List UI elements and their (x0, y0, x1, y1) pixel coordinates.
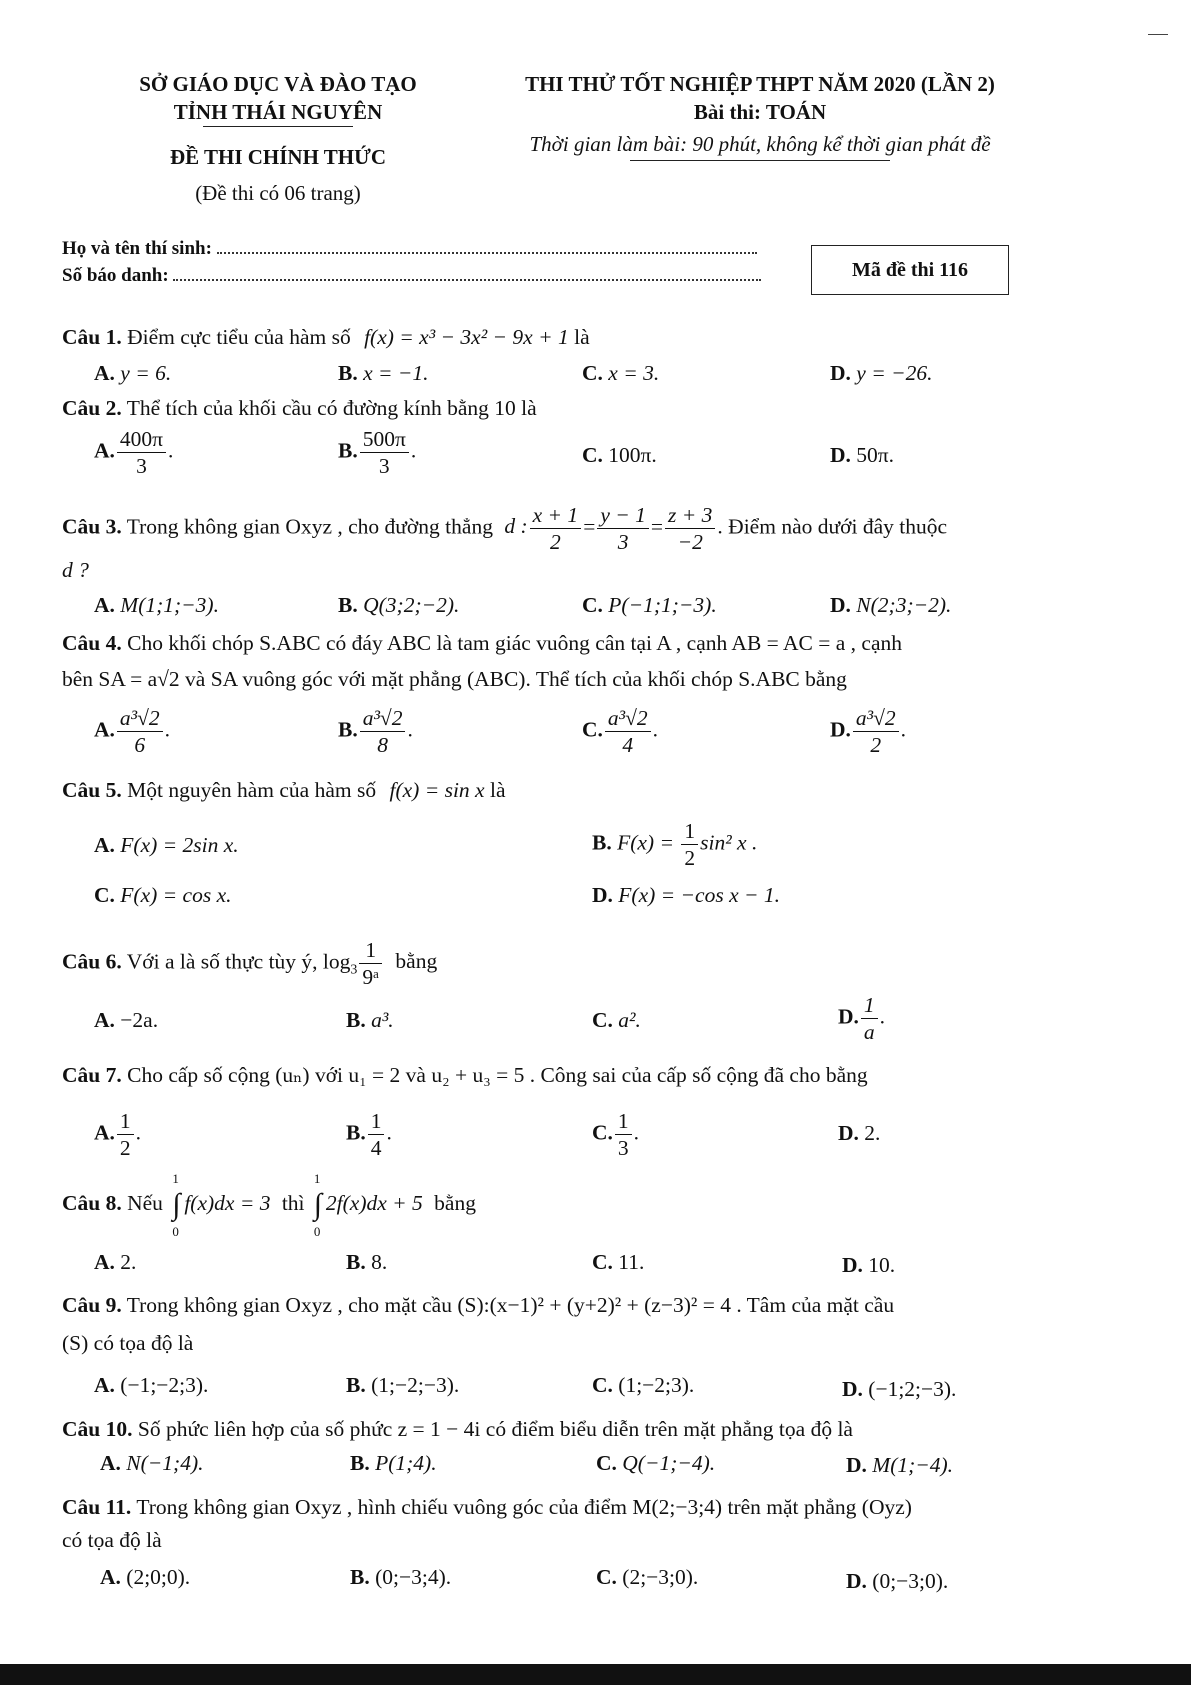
question-3: Câu 3. Trong không gian Oxyz , cho đường thẳng d : $\frac{x + 1}{2}$ = $\frac{y - 1}{3}$ = $\frac{z + 3}{-2}$ . Điểm nào dưới đây thuộc (62, 503, 948, 554)
choice-d[interactable]: D. N(2;3;−2). (830, 593, 952, 617)
page-count: (Đề thi có 06 trang) (195, 181, 361, 205)
question-7: Câu 7. Cho cấp số cộng (uₙ) với u₁ = 2 và u₂ + u₃ = 5 . Công sai của cấp số cộng đã cho bằng (62, 1063, 868, 1087)
choice-d[interactable]: D. y = −26. (830, 361, 933, 385)
choice-c[interactable]: C. $\frac{1}{3}$ . (592, 1109, 640, 1160)
question-tail: là (574, 325, 590, 349)
choice-a[interactable]: A. M(1;1;−3). (94, 593, 219, 617)
name-label: Họ và tên thí sinh: (62, 238, 212, 259)
header-left (108, 70, 448, 207)
id-field[interactable] (173, 265, 761, 281)
choice-d[interactable]: D. 2. (838, 1121, 881, 1145)
choice-b[interactable]: B. (1;−2;−3). (346, 1373, 460, 1397)
scan-edge (0, 1664, 1191, 1685)
province-name: TỈNH THÁI NGUYÊN (173, 100, 383, 124)
choice-b[interactable]: B. $\frac{1}{4}$ . (346, 1109, 392, 1160)
choice-a[interactable]: A. $\frac{1}{2}$ . (94, 1109, 142, 1160)
choice-a[interactable]: A. y = 6. (94, 361, 172, 385)
choice-c[interactable]: C. (2;−3;0). (596, 1565, 699, 1589)
question-2: Câu 2. Thể tích của khối cầu có đường kính bằng 10 là (62, 396, 537, 420)
choice-b[interactable]: B. 8. (346, 1250, 388, 1274)
choice-b[interactable]: B. F(x) = $\frac{1}{2}$ sin² x . (592, 819, 758, 870)
department-name: SỞ GIÁO DỤC VÀ ĐÀO TẠO (139, 72, 417, 96)
duration: Thời gian làm bài: 90 phút, không kể thời gian phát đề (529, 132, 991, 156)
choice-d[interactable]: D. 10. (842, 1253, 896, 1277)
choice-d[interactable]: D. $\frac{1}{a}$ . (838, 993, 886, 1044)
choice-a[interactable]: A. (−1;−2;3). (94, 1373, 209, 1397)
question-10: Câu 10. Số phức liên hợp của số phức z = 1 − 4i có điểm biểu diễn trên mặt phẳng tọa độ là (62, 1417, 853, 1441)
choice-a[interactable]: A. −2a. (94, 1008, 159, 1032)
exam-code-box: Mã đề thi 116 (811, 245, 1009, 295)
question-8: Câu 8. Nếu ∫ 1 0 f(x)dx = 3 thì ∫ 1 0 2f(x)dx + 5 bằng (62, 1171, 476, 1240)
choice-c[interactable]: C. $\frac{\text{a³√2}}{4}$ . (582, 706, 659, 757)
question-4: Câu 4. Cho khối chóp S.ABC có đáy ABC là tam giác vuông cân tại A , cạnh AB = AC = a , cạnh (62, 631, 902, 655)
choice-d[interactable]: D. $\frac{\text{a³√2}}{2}$ . (830, 706, 907, 757)
subject: Bài thi: TOÁN (693, 100, 827, 124)
question-9-line2: (S) có tọa độ là (62, 1331, 194, 1355)
choice-d[interactable]: D. F(x) = −cos x − 1. (592, 883, 781, 907)
question-6: Câu 6. Với a là số thực tùy ý, $\log_3$ $\frac{1}{\text{9ᵃ}}$ bằng (62, 938, 438, 989)
question-3-line2: d ? (62, 558, 89, 582)
question-1 (62, 322, 590, 352)
choice-d[interactable]: D. M(1;−4). (846, 1453, 954, 1477)
choice-c[interactable]: C. 11. (592, 1250, 645, 1274)
question-math: f(x) = x³ − 3x² − 9x + 1 (364, 325, 569, 349)
question-11-line2: có tọa độ là (62, 1528, 162, 1552)
choice-c[interactable]: C. (1;−2;3). (592, 1373, 695, 1397)
name-label-row (62, 238, 757, 260)
question-11: Câu 11. Trong không gian Oxyz , hình chiếu vuông góc của điểm M(2;−3;4) trên mặt phẳng (Oyz) (62, 1495, 912, 1519)
corner-mark (1148, 34, 1168, 35)
choice-c[interactable]: C. F(x) = cos x. (94, 883, 232, 907)
choice-c[interactable]: C. 100π. (582, 443, 657, 467)
choice-b[interactable]: B. x = −1. (338, 361, 429, 385)
question-5: Câu 5. Một nguyên hàm của hàm số f(x) = sin x là (62, 778, 506, 802)
name-field[interactable] (217, 238, 757, 254)
choice-b[interactable]: B. $\frac{500\pi}{3}$ . (338, 427, 417, 478)
question-9: Câu 9. Trong không gian Oxyz , cho mặt cầu (S):(x−1)² + (y+2)² + (z−3)² = 4 . Tâm của mặt cầu (62, 1293, 895, 1317)
choice-a[interactable]: A. $\frac{400\pi}{3}$ . (94, 427, 174, 478)
choice-a[interactable]: A. 2. (94, 1250, 137, 1274)
choice-b[interactable]: B. (0;−3;4). (350, 1565, 452, 1589)
header-right (460, 70, 1060, 161)
choice-b[interactable]: B. Q(3;2;−2). (338, 593, 460, 617)
choice-b[interactable]: B. P(1;4). (350, 1451, 437, 1475)
choice-d[interactable]: D. 50π. (830, 443, 895, 467)
exam-type: ĐỀ THI CHÍNH THỨC (169, 145, 387, 169)
exam-title: THI THỬ TỐT NGHIỆP THPT NĂM 2020 (LẦN 2) (525, 72, 995, 96)
choice-b[interactable]: B. $\frac{\text{a³√2}}{8}$ . (338, 706, 413, 757)
integral-sign: ∫ 1 0 (313, 1171, 323, 1240)
choice-c[interactable]: C. Q(−1;−4). (596, 1451, 716, 1475)
choice-c[interactable]: C. x = 3. (582, 361, 660, 385)
choice-d[interactable]: D. (−1;2;−3). (842, 1377, 957, 1401)
id-label-row (62, 265, 761, 287)
question-4-line2: bên SA = a√2 và SA vuông góc với mặt phẳng (ABC). Thể tích của khối chóp S.ABC bằng (62, 667, 847, 691)
choice-a[interactable]: A. $\frac{\text{a³√2}}{6}$ . (94, 706, 171, 757)
id-label: Số báo danh: (62, 265, 169, 286)
choice-a[interactable]: A. F(x) = 2sin x. (94, 833, 239, 857)
choice-a[interactable]: A. N(−1;4). (100, 1451, 204, 1475)
question-number: Câu 1. (62, 325, 122, 349)
choice-c[interactable]: C. a². (592, 1008, 641, 1032)
choice-d[interactable]: D. (0;−3;0). (846, 1569, 949, 1593)
choice-a[interactable]: A. (2;0;0). (100, 1565, 191, 1589)
choice-b[interactable]: B. a³. (346, 1008, 394, 1032)
choice-c[interactable]: C. P(−1;1;−3). (582, 593, 717, 617)
integral-sign: ∫ 1 0 (172, 1171, 181, 1240)
question-text: Điểm cực tiểu của hàm số (127, 325, 351, 349)
